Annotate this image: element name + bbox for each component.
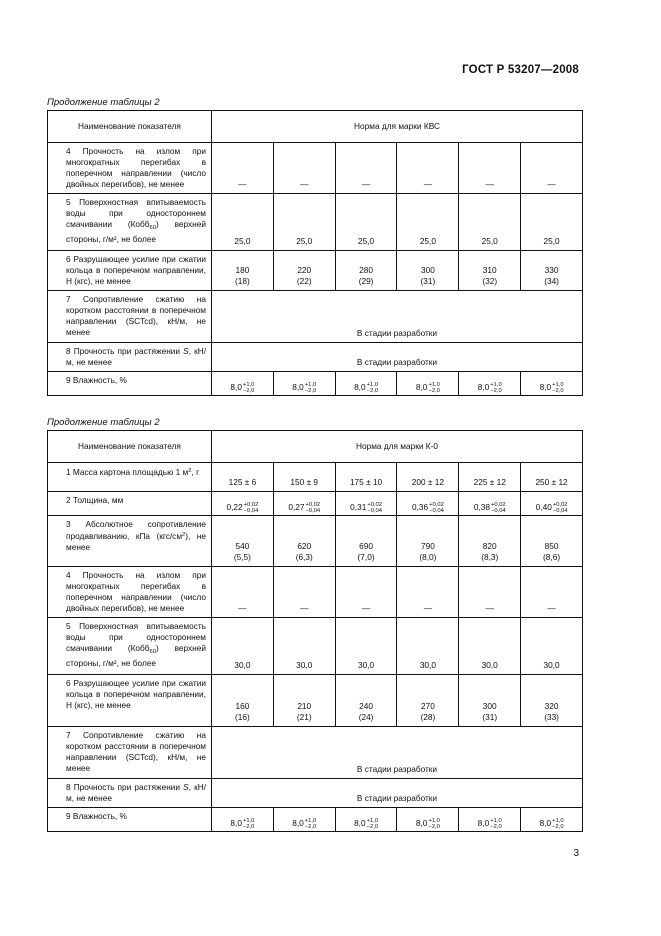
table-row bbox=[48, 779, 583, 808]
tolerance-plus: +0,02 bbox=[490, 502, 506, 508]
value: — bbox=[485, 603, 494, 613]
col-header-norm: Норма для марки КВС bbox=[212, 111, 583, 143]
tolerance-plus: +1,0 bbox=[304, 818, 317, 824]
tolerance bbox=[429, 502, 444, 514]
value-cell bbox=[335, 492, 397, 516]
base-value: 8,0 bbox=[539, 818, 552, 829]
value-kgf: (31) bbox=[482, 712, 498, 722]
name-text: 5 Поверхностная впитываемость воды при одностороннем смачивании (Кобб bbox=[66, 621, 206, 653]
tolerance-minus: −2,0 bbox=[242, 388, 255, 394]
name-text: , кН/м, не менее bbox=[66, 782, 206, 803]
value-kgf: (8,0) bbox=[419, 552, 437, 562]
value-cell bbox=[397, 143, 459, 194]
value-cell bbox=[397, 516, 459, 567]
tolerance bbox=[367, 818, 378, 830]
value-cell bbox=[521, 372, 583, 396]
name-text: ), не менее bbox=[66, 531, 206, 552]
table-row bbox=[48, 372, 583, 396]
tolerance-plus: +1,0 bbox=[552, 818, 564, 824]
value-cell bbox=[212, 675, 274, 727]
subscript: 60 bbox=[149, 649, 156, 655]
table-row bbox=[48, 463, 583, 492]
table-caption: Продолжение таблицы 2 bbox=[47, 417, 160, 428]
col-header-norm: Норма для марки К-0 bbox=[212, 431, 583, 463]
table-kvs bbox=[47, 110, 583, 396]
value-kgf: (29) bbox=[358, 276, 374, 286]
tolerance-minus: −2,0 bbox=[552, 388, 564, 394]
tolerance-minus: −0,04 bbox=[552, 508, 568, 514]
value: — bbox=[547, 179, 556, 189]
value-kgf: (7,0) bbox=[357, 552, 375, 562]
table-row bbox=[48, 727, 583, 779]
name-text: 1 Масса картона площадью 1 м bbox=[66, 467, 189, 477]
indicator-name bbox=[48, 194, 212, 251]
value-cell bbox=[459, 372, 521, 396]
value-cell bbox=[273, 492, 335, 516]
tolerance bbox=[552, 382, 563, 394]
value: — bbox=[361, 179, 371, 189]
subscript: 60 bbox=[149, 225, 156, 231]
tolerance-plus: +0,02 bbox=[305, 502, 321, 508]
value-cell bbox=[273, 143, 335, 194]
value: 175 ± 10 bbox=[349, 477, 383, 487]
value: — bbox=[485, 179, 494, 189]
tolerance-minus: −0,04 bbox=[367, 508, 382, 514]
value-cell bbox=[521, 808, 583, 832]
tolerance-plus: +1,0 bbox=[428, 382, 440, 388]
value: 540 bbox=[235, 541, 250, 551]
value-cell bbox=[273, 372, 335, 396]
value-kgf: (33) bbox=[544, 712, 559, 722]
value-kgf: (21) bbox=[296, 712, 312, 722]
base-value: 0,40 bbox=[535, 502, 552, 513]
tolerance-plus: +1,0 bbox=[490, 382, 502, 388]
superscript: 2 bbox=[188, 468, 192, 474]
value: 690 bbox=[359, 541, 373, 551]
table-row bbox=[48, 808, 583, 832]
value: 210 bbox=[297, 701, 312, 711]
value-cell bbox=[397, 194, 459, 251]
table-header-row bbox=[48, 431, 583, 463]
value-cell bbox=[212, 194, 274, 251]
value-cell bbox=[212, 463, 274, 492]
tolerance-plus: +1,0 bbox=[242, 382, 255, 388]
value: — bbox=[547, 603, 556, 613]
base-value: 0,36 bbox=[411, 502, 429, 513]
tolerance-minus: −2,0 bbox=[242, 824, 255, 830]
value: 790 bbox=[420, 541, 435, 551]
page-number: 3 bbox=[573, 848, 579, 859]
value: 25,0 bbox=[543, 236, 560, 246]
value-cell bbox=[212, 251, 274, 291]
value-cell bbox=[459, 492, 521, 516]
symbol-text: S bbox=[183, 782, 189, 792]
value-kgf: (32) bbox=[482, 276, 498, 286]
tolerance-minus: −2,0 bbox=[490, 824, 502, 830]
value-cell bbox=[521, 516, 583, 567]
value: 180 bbox=[235, 265, 250, 275]
tolerance bbox=[367, 502, 382, 514]
col-header-name: Наименование показателя bbox=[48, 111, 212, 143]
tolerance-plus: +1,0 bbox=[490, 818, 502, 824]
value: 30,0 bbox=[543, 660, 560, 670]
value: 250 ± 12 bbox=[535, 477, 568, 487]
value-cell bbox=[212, 492, 274, 516]
value: — bbox=[300, 179, 309, 189]
base-value: 8,0 bbox=[354, 382, 366, 393]
value-cell bbox=[273, 251, 335, 291]
value-cell bbox=[397, 567, 459, 618]
value-kgf: (31) bbox=[420, 276, 436, 286]
value-kgf: (5,5) bbox=[233, 552, 251, 562]
symbol-text: S bbox=[183, 346, 189, 356]
base-value: 0,27 bbox=[288, 502, 305, 513]
value: 160 bbox=[235, 701, 250, 711]
value-cell bbox=[397, 372, 459, 396]
value: 240 bbox=[359, 701, 373, 711]
table-row bbox=[48, 618, 583, 675]
tolerance-plus: +0,02 bbox=[429, 502, 444, 508]
name-text: 3 Абсолютное сопротивление продавливанию, кПа (кгс/см bbox=[66, 519, 206, 541]
value: 300 bbox=[420, 265, 435, 275]
tolerance bbox=[428, 818, 439, 830]
value-cell bbox=[459, 194, 521, 251]
indicator-name: 4 Прочность на излом при многократных перегибах в поперечном направлении (число двойных перегибов), не менее bbox=[48, 143, 212, 194]
value-cell bbox=[397, 463, 459, 492]
indicator-name: 7 Сопротивление сжатию на коротком расстоянии в поперечном направлении (SCTcd), кН/м, не менее bbox=[48, 291, 212, 343]
value-cell bbox=[521, 143, 583, 194]
value: 310 bbox=[482, 265, 497, 275]
indicator-name: 2 Толщина, мм bbox=[48, 492, 212, 516]
merged-value-cell: В стадии разработки bbox=[212, 727, 583, 779]
table-row bbox=[48, 194, 583, 251]
value-kgf: (8,6) bbox=[543, 552, 561, 562]
tolerance bbox=[491, 502, 506, 514]
base-value: 8,0 bbox=[292, 818, 304, 829]
tolerance-plus: +0,02 bbox=[552, 502, 568, 508]
indicator-name: 7 Сопротивление сжатию на коротком расстоянии в поперечном направлении (SCTcd), кН/м, не менее bbox=[48, 727, 212, 779]
indicator-name bbox=[48, 618, 212, 675]
value-cell bbox=[397, 251, 459, 291]
value-cell bbox=[459, 808, 521, 832]
value-cell bbox=[397, 808, 459, 832]
value-cell bbox=[521, 492, 583, 516]
value: 270 bbox=[420, 701, 435, 711]
base-value: 8,0 bbox=[292, 382, 304, 393]
value-cell bbox=[273, 463, 335, 492]
value-kgf: (28) bbox=[420, 712, 436, 722]
tolerance bbox=[490, 818, 501, 830]
tolerance bbox=[552, 818, 563, 830]
value-cell bbox=[212, 143, 274, 194]
value-kgf: (16) bbox=[235, 712, 250, 722]
table-row bbox=[48, 675, 583, 727]
name-text: 8 Прочность при растяжении bbox=[66, 782, 184, 792]
indicator-name: 4 Прочность на излом при многократных перегибах в поперечном направлении (число двойных перегибов), не менее bbox=[48, 567, 212, 618]
tolerance bbox=[553, 502, 568, 514]
value-cell bbox=[397, 618, 459, 675]
value-cell bbox=[273, 675, 335, 727]
standard-number: ГОСТ Р 53207—2008 bbox=[462, 64, 579, 76]
value: — bbox=[423, 179, 433, 189]
tolerance-plus: +1,0 bbox=[242, 818, 255, 824]
value-cell bbox=[335, 675, 397, 727]
value-cell bbox=[273, 808, 335, 832]
base-value: 0,38 bbox=[473, 502, 490, 513]
indicator-name: 9 Влажность, % bbox=[48, 372, 212, 396]
tolerance-minus: −0,04 bbox=[243, 508, 259, 514]
value-cell bbox=[335, 567, 397, 618]
value: 30,0 bbox=[234, 660, 251, 670]
value-cell bbox=[335, 463, 397, 492]
value-cell bbox=[273, 194, 335, 251]
tolerance-plus: +1,0 bbox=[304, 382, 317, 388]
value: 25,0 bbox=[234, 236, 251, 246]
value: 25,0 bbox=[481, 236, 498, 246]
name-text: , г bbox=[191, 467, 200, 477]
value-cell bbox=[273, 618, 335, 675]
value-cell bbox=[335, 618, 397, 675]
tolerance bbox=[305, 502, 320, 514]
value-cell bbox=[335, 808, 397, 832]
value-cell bbox=[335, 516, 397, 567]
tolerance-minus: −2,0 bbox=[304, 824, 317, 830]
value-cell bbox=[273, 567, 335, 618]
value-kgf: (34) bbox=[544, 276, 559, 286]
table-row bbox=[48, 343, 583, 372]
value-cell bbox=[459, 143, 521, 194]
tolerance-plus: +0,02 bbox=[243, 502, 259, 508]
tolerance-plus: +1,0 bbox=[366, 818, 379, 824]
col-header-name: Наименование показателя bbox=[48, 431, 212, 463]
merged-value-cell: В стадии разработки bbox=[212, 779, 583, 808]
value-cell bbox=[521, 463, 583, 492]
base-value: 8,0 bbox=[539, 382, 552, 393]
value-cell bbox=[459, 567, 521, 618]
tolerance bbox=[243, 818, 254, 830]
table-row bbox=[48, 143, 583, 194]
value: 200 ± 12 bbox=[411, 477, 445, 487]
indicator-name bbox=[48, 516, 212, 567]
base-value: 8,0 bbox=[230, 382, 242, 393]
table-caption: Продолжение таблицы 2 bbox=[47, 97, 160, 108]
base-value: 8,0 bbox=[230, 818, 242, 829]
value: 280 bbox=[359, 265, 373, 275]
value: 150 ± 9 bbox=[290, 477, 319, 487]
value: 850 bbox=[544, 541, 559, 551]
value-cell bbox=[459, 463, 521, 492]
value-cell bbox=[212, 808, 274, 832]
indicator-name: 6 Разрушающее усилие при сжатии кольца в поперечном направлении, Н (кгс), не менее bbox=[48, 251, 212, 291]
tolerance-plus: +1,0 bbox=[366, 382, 379, 388]
base-value: 8,0 bbox=[477, 382, 490, 393]
value-cell bbox=[335, 251, 397, 291]
table-row bbox=[48, 567, 583, 618]
base-value: 8,0 bbox=[354, 818, 366, 829]
base-value: 8,0 bbox=[415, 818, 428, 829]
value-cell bbox=[212, 567, 274, 618]
value: 30,0 bbox=[419, 660, 436, 670]
value-cell bbox=[397, 492, 459, 516]
name-text: ) верхней стороны, г/м², не более bbox=[66, 643, 206, 668]
tolerance-plus: +0,02 bbox=[367, 502, 382, 508]
value-cell bbox=[459, 618, 521, 675]
indicator-name: 6 Разрушающее усилие при сжатии кольца в поперечном направлении, Н (кгс), не менее bbox=[48, 675, 212, 727]
value-cell bbox=[459, 675, 521, 727]
value: 30,0 bbox=[357, 660, 375, 670]
value-cell bbox=[335, 372, 397, 396]
tolerance bbox=[367, 382, 378, 394]
value-kgf: (24) bbox=[358, 712, 374, 722]
value: 300 bbox=[482, 701, 497, 711]
tolerance-minus: −2,0 bbox=[428, 824, 440, 830]
value: 25,0 bbox=[419, 236, 436, 246]
merged-value-cell: В стадии разработки bbox=[212, 291, 583, 343]
value-kgf: (6,3) bbox=[295, 552, 313, 562]
value: 30,0 bbox=[481, 660, 498, 670]
table-row bbox=[48, 291, 583, 343]
tolerance-plus: +1,0 bbox=[428, 818, 440, 824]
tolerance-minus: −0,04 bbox=[305, 508, 321, 514]
superscript: 2 bbox=[182, 532, 186, 538]
tolerance-minus: −0,04 bbox=[490, 508, 506, 514]
value: 25,0 bbox=[296, 236, 313, 246]
name-text: , кН/м, не менее bbox=[66, 346, 206, 367]
tolerance-minus: −2,0 bbox=[552, 824, 564, 830]
base-value: 0,22 bbox=[226, 502, 243, 513]
value: — bbox=[300, 603, 309, 613]
tolerance bbox=[244, 502, 259, 514]
merged-value-cell: В стадии разработки bbox=[212, 343, 583, 372]
indicator-name: 9 Влажность, % bbox=[48, 808, 212, 832]
value: — bbox=[361, 603, 371, 613]
value-cell bbox=[212, 372, 274, 396]
value-cell bbox=[521, 251, 583, 291]
indicator-name bbox=[48, 463, 212, 492]
base-value: 8,0 bbox=[415, 382, 428, 393]
tolerance bbox=[490, 382, 501, 394]
value: 30,0 bbox=[296, 660, 313, 670]
value-cell bbox=[459, 251, 521, 291]
value-cell bbox=[212, 618, 274, 675]
value-cell bbox=[335, 194, 397, 251]
value: — bbox=[238, 603, 247, 613]
tolerance-plus: +1,0 bbox=[552, 382, 564, 388]
value: — bbox=[423, 603, 433, 613]
value-cell bbox=[521, 618, 583, 675]
tolerance-minus: −2,0 bbox=[366, 824, 379, 830]
tolerance-minus: −0,04 bbox=[429, 508, 444, 514]
value-cell bbox=[521, 567, 583, 618]
base-value: 0,31 bbox=[350, 502, 367, 513]
table-row bbox=[48, 251, 583, 291]
table-header-row bbox=[48, 111, 583, 143]
tolerance-minus: −2,0 bbox=[366, 388, 379, 394]
tolerance-minus: −2,0 bbox=[490, 388, 502, 394]
value-cell bbox=[459, 516, 521, 567]
value: 220 bbox=[297, 265, 312, 275]
value: 25,0 bbox=[357, 236, 375, 246]
value-cell bbox=[273, 516, 335, 567]
indicator-name bbox=[48, 779, 212, 808]
tolerance-minus: −2,0 bbox=[428, 388, 440, 394]
value-cell bbox=[212, 516, 274, 567]
value: 125 ± 6 bbox=[228, 477, 257, 487]
table-k0 bbox=[47, 430, 583, 832]
value: 330 bbox=[544, 265, 559, 275]
value-cell bbox=[521, 675, 583, 727]
value: 620 bbox=[297, 541, 312, 551]
value-kgf: (8,3) bbox=[481, 552, 499, 562]
name-text: 8 Прочность при растяжении bbox=[66, 346, 184, 356]
tolerance bbox=[305, 818, 316, 830]
tolerance bbox=[428, 382, 439, 394]
value-cell bbox=[335, 143, 397, 194]
tolerance bbox=[243, 382, 254, 394]
name-text: 5 Поверхностная впитываемость воды при одностороннем смачивании (Кобб bbox=[66, 197, 206, 229]
base-value: 8,0 bbox=[477, 818, 490, 829]
tolerance bbox=[305, 382, 316, 394]
table-row bbox=[48, 516, 583, 567]
value: 820 bbox=[482, 541, 497, 551]
value-cell bbox=[397, 675, 459, 727]
indicator-name bbox=[48, 343, 212, 372]
value: 225 ± 12 bbox=[473, 477, 506, 487]
tolerance-minus: −2,0 bbox=[304, 388, 317, 394]
value-kgf: (18) bbox=[235, 276, 250, 286]
value: — bbox=[238, 179, 247, 189]
value: 320 bbox=[544, 701, 559, 711]
value-kgf: (22) bbox=[296, 276, 312, 286]
table-row bbox=[48, 492, 583, 516]
name-text: ) верхней стороны, г/м², не более bbox=[66, 219, 206, 244]
value-cell bbox=[521, 194, 583, 251]
